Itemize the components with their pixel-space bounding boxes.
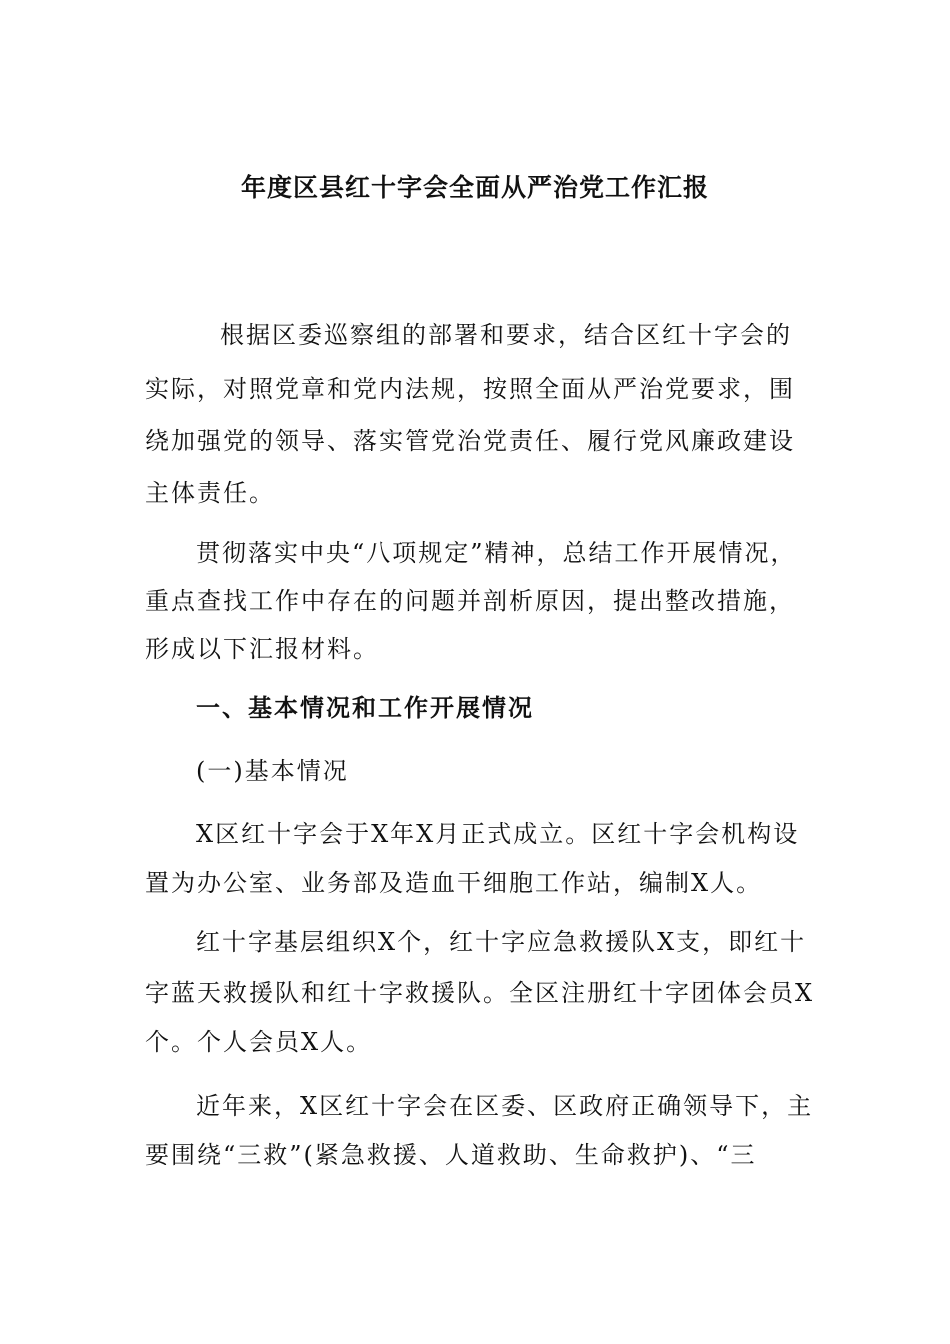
paragraph-line: 个。个人会员X人。 [145, 1028, 373, 1056]
paragraph-line: 形成以下汇报材料。 [145, 635, 379, 663]
paragraph-line: 根据区委巡察组的部署和要求，结合区红十字会的 [220, 321, 792, 349]
paragraph-line: 贯彻落实中央“八项规定”精神，总结工作开展情况， [196, 539, 797, 567]
paragraph-line: 主体责任。 [145, 479, 275, 507]
paragraph-line: 重点查找工作中存在的问题并剖析原因，提出整改措施， [145, 587, 795, 615]
subsection-heading: (一)基本情况 [196, 757, 349, 785]
paragraph-line: 实际，对照党章和党内法规，按照全面从严治党要求，围 [145, 375, 795, 403]
paragraph-line: 近年来，X区红十字会在区委、区政府正确领导下，主 [196, 1092, 814, 1120]
paragraph-line: X区红十字会于X年X月正式成立。区红十字会机构设 [196, 820, 800, 848]
paragraph-line: 绕加强党的领导、落实管党治党责任、履行党风廉政建设 [145, 427, 795, 455]
document-title: 年度区县红十字会全面从严治党工作汇报 [240, 173, 709, 202]
paragraph-line: 要围绕“三救”(紧急救援、人道救助、生命救护)、“三 [145, 1141, 757, 1169]
paragraph-line: 字蓝天救援队和红十字救援队。全区注册红十字团体会员X [145, 979, 815, 1007]
paragraph-line: 红十字基层组织X个，红十字应急救援队X支，即红十 [196, 928, 807, 956]
paragraph-line: 置为办公室、业务部及造血干细胞工作站，编制X人。 [145, 869, 763, 897]
section-heading: 一、基本情况和工作开展情况 [196, 694, 534, 722]
